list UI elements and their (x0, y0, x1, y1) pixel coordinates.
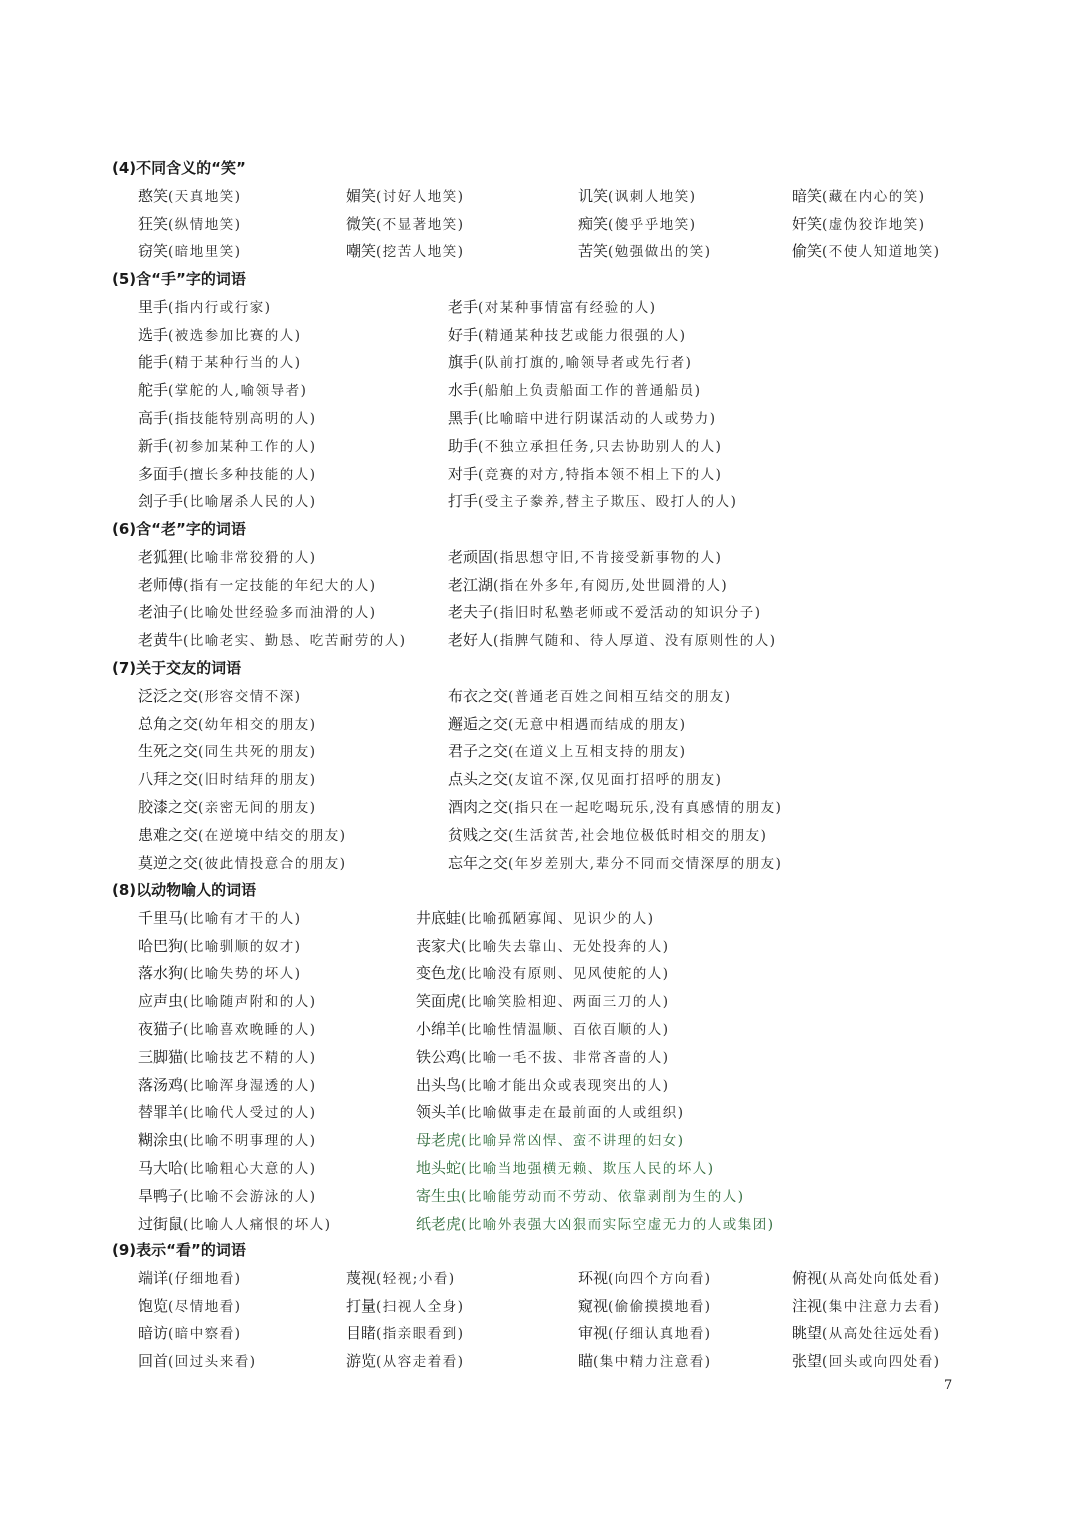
vocab-word: 舵手 (138, 381, 169, 400)
vocab-definition: (比喻技艺不精的人) (183, 1049, 317, 1066)
vocab-word: 井底蛙 (416, 908, 462, 927)
vocab-definition: (指有一定技能的年纪大的人) (183, 577, 377, 594)
vocab-word: 讥笑 (578, 186, 609, 205)
vocab-entry (138, 184, 242, 209)
vocab-word: 旱鸭子 (138, 1186, 184, 1205)
vocab-definition: (比喻不会游泳的人) (183, 1188, 317, 1205)
vocab-word: 胶漆之交 (138, 798, 199, 816)
vocab-entry (578, 1294, 712, 1319)
vocab-entry (138, 545, 317, 570)
vocab-entry (138, 1266, 242, 1291)
vocab-entry (346, 1321, 465, 1346)
vocab-definition: (比喻才能出众或表现突出的人) (461, 1077, 670, 1094)
vocab-definition: (不使人知道地笑) (822, 244, 941, 261)
vocab-entry (416, 1017, 670, 1042)
vocab-definition: (比喻屠杀人民的人) (183, 494, 317, 511)
vocab-entry (346, 1266, 456, 1291)
vocab-word: 出头鸟 (416, 1075, 462, 1094)
vocab-word: 张望 (792, 1352, 823, 1371)
vocab-definition: (尽情地看) (168, 1298, 242, 1315)
vocab-word: 丧家犬 (416, 936, 462, 955)
vocab-entry (138, 934, 302, 959)
vocab-word: 高手 (138, 409, 169, 427)
vocab-entry (792, 1266, 941, 1291)
vocab-definition: (偷偷摸摸地看) (608, 1298, 712, 1315)
vocab-entry (448, 573, 728, 598)
vocab-entry (138, 600, 377, 625)
vocab-entry (138, 628, 407, 653)
vocab-word: 忘年之交 (448, 853, 509, 872)
vocab-word: 患难之交 (138, 825, 199, 844)
vocab-word: 狂笑 (138, 214, 169, 233)
vocab-definition: (仔细认真地看) (608, 1326, 712, 1343)
vocab-word: 窥视 (578, 1296, 609, 1315)
vocab-definition: (精于某种行当的人) (168, 355, 302, 372)
vocab-entry (448, 739, 687, 764)
vocab-word: 莫逆之交 (138, 853, 199, 872)
vocab-definition: (从高处往远处看) (822, 1326, 941, 1343)
vocab-word: 微笑 (346, 214, 377, 233)
vocab-definition: (集中精力注意看) (593, 1354, 712, 1371)
vocab-entry (416, 1045, 670, 1070)
vocab-definition: (比喻暗中进行阴谋活动的人或势力) (478, 411, 717, 427)
vocab-entry (578, 184, 697, 209)
vocab-word: 饱览 (138, 1296, 169, 1315)
vocab-word: 老手 (448, 297, 479, 316)
vocab-definition: (虚伪狡诈地笑) (822, 216, 926, 233)
vocab-entry (138, 767, 317, 792)
vocab-definition: (比喻做事走在最前面的人或组织) (461, 1105, 685, 1122)
vocab-entry (138, 1017, 317, 1042)
section-heading: (4)不同含义的“笑” (112, 159, 246, 177)
vocab-entry (578, 1321, 712, 1346)
vocab-definition: (指技能特别高明的人) (168, 411, 317, 427)
vocab-entry (416, 1128, 685, 1153)
vocab-entry (448, 462, 722, 487)
vocab-entry (138, 989, 317, 1014)
vocab-entry (138, 823, 347, 848)
vocab-entry (448, 489, 737, 514)
vocab-entry (416, 1184, 745, 1209)
vocab-word: 落汤鸡 (138, 1075, 184, 1094)
vocab-definition: (在逆境中结交的朋友) (198, 827, 347, 844)
vocab-entry (448, 712, 687, 737)
vocab-word: 应声虫 (138, 992, 184, 1011)
vocab-entry (578, 1349, 712, 1374)
vocab-entry (138, 739, 317, 764)
vocab-definition: (擅长多种技能的人) (183, 466, 317, 483)
vocab-entry (138, 1321, 242, 1346)
vocab-word: 笑面虎 (416, 992, 462, 1011)
vocab-entry (138, 906, 302, 931)
vocab-word: 新手 (138, 436, 169, 455)
vocab-word: 选手 (138, 325, 169, 344)
vocab-definition: (比喻一毛不拔、非常吝啬的人) (461, 1049, 670, 1066)
vocab-definition: (比喻失去靠山、无处投奔的人) (461, 938, 670, 955)
vocab-entry (448, 323, 687, 348)
vocab-definition: (比喻非常狡猾的人) (183, 549, 317, 566)
vocab-word: 小绵羊 (416, 1020, 462, 1038)
vocab-word: 贫贱之交 (448, 825, 509, 844)
vocab-definition: (旧时结拜的朋友) (198, 772, 317, 789)
vocab-word: 点头之交 (448, 770, 509, 789)
vocab-definition: (集中注意力去看) (822, 1298, 941, 1315)
vocab-entry (138, 851, 347, 876)
vocab-definition: (指在外多年,有阅历,处世圆滑的人) (493, 577, 729, 594)
vocab-word: 老狐狸 (138, 547, 184, 566)
vocab-word: 老夫子 (448, 603, 494, 622)
vocab-definition: (藏在内心的笑) (822, 188, 926, 205)
vocab-word: 回首 (138, 1352, 169, 1371)
vocab-definition: (比喻随声附和的人) (183, 994, 317, 1011)
vocab-definition: (掌舵的人,喻领导者) (168, 383, 308, 400)
vocab-definition: (竞赛的对方,特指本领不相上下的人) (478, 466, 723, 483)
vocab-word: 暗访 (138, 1324, 169, 1343)
vocab-definition: (队前打旗的,喻领导者或先行者) (478, 355, 693, 372)
vocab-word: 老油子 (138, 603, 184, 622)
vocab-entry (448, 684, 732, 709)
vocab-entry (448, 823, 767, 848)
vocab-word: 老师傅 (138, 575, 184, 594)
vocab-word: 奸笑 (792, 214, 823, 233)
vocab-definition: (比喻代人受过的人) (183, 1105, 317, 1122)
vocab-word: 生死之交 (138, 742, 199, 761)
vocab-word: 夜猫子 (138, 1020, 184, 1038)
vocab-entry (792, 184, 926, 209)
vocab-entry (448, 851, 782, 876)
vocab-entry (448, 378, 702, 403)
vocab-entry (138, 489, 317, 514)
vocab-word: 打手 (448, 492, 479, 511)
vocab-entry (448, 600, 762, 625)
vocab-entry (138, 378, 307, 403)
vocab-definition: (暗中察看) (168, 1326, 242, 1343)
vocab-word: 眺望 (792, 1324, 823, 1343)
vocab-entry (448, 628, 777, 653)
vocab-entry (138, 434, 317, 459)
vocab-entry (138, 573, 377, 598)
vocab-entry (138, 295, 272, 320)
vocab-entry (448, 434, 722, 459)
vocab-definition: (比喻没有原则、见风使舵的人) (461, 966, 670, 983)
vocab-entry (416, 1073, 670, 1098)
vocab-word: 马大哈 (138, 1159, 184, 1177)
vocab-word: 助手 (448, 436, 479, 455)
vocab-entry (138, 462, 317, 487)
vocab-definition: (从高处向低处看) (822, 1270, 941, 1287)
vocab-definition: (形容交情不深) (198, 688, 302, 705)
vocab-entry (138, 239, 242, 264)
vocab-definition: (暗地里笑) (168, 244, 242, 261)
vocab-definition: (指脾气随和、待人厚道、没有原则性的人) (493, 633, 777, 650)
vocab-definition: (比喻失势的坏人) (183, 966, 302, 983)
vocab-definition: (讽刺人地笑) (608, 188, 697, 205)
vocab-entry (138, 1294, 242, 1319)
vocab-definition: (比喻不明事理的人) (183, 1133, 317, 1150)
vocab-entry (346, 1294, 465, 1319)
vocab-definition: (天真地笑) (168, 188, 242, 205)
vocab-word: 纸老虎 (416, 1214, 462, 1233)
vocab-definition: (指思想守旧,不肯接受新事物的人) (493, 549, 723, 566)
vocab-word: 老好人 (448, 631, 494, 650)
vocab-word: 偷笑 (792, 242, 823, 261)
vocab-word: 糊涂虫 (138, 1131, 184, 1150)
section-heading: (9)表示“看”的词语 (112, 1241, 246, 1259)
vocab-word: 落水狗 (138, 964, 184, 983)
vocab-word: 水手 (448, 381, 479, 400)
vocab-definition: (船舶上负责船面工作的普通船员) (478, 383, 702, 400)
vocab-word: 酒肉之交 (448, 798, 509, 816)
vocab-definition: (不显著地笑) (376, 216, 465, 233)
vocab-definition: (比喻人人痛恨的坏人) (183, 1216, 332, 1233)
vocab-definition: (比喻当地强横无赖、欺压人民的坏人) (461, 1161, 715, 1177)
vocab-entry (138, 961, 302, 986)
vocab-definition: (挖苦人地笑) (376, 244, 465, 261)
vocab-definition: (亲密无间的朋友) (198, 800, 317, 816)
section-heading: (8)以动物喻人的词语 (112, 881, 257, 899)
vocab-entry (448, 295, 657, 320)
vocab-word: 过街鼠 (138, 1214, 184, 1233)
vocab-word: 邂逅之交 (448, 714, 509, 733)
vocab-entry (138, 350, 302, 375)
vocab-entry (416, 961, 670, 986)
vocab-word: 打量 (346, 1296, 377, 1315)
vocab-entry (578, 239, 712, 264)
vocab-word: 好手 (448, 325, 479, 344)
vocab-word: 君子之交 (448, 742, 509, 761)
vocab-entry (138, 212, 242, 237)
vocab-definition: (向四个方向看) (608, 1270, 712, 1287)
vocab-word: 憨笑 (138, 186, 169, 205)
vocab-word: 游览 (346, 1352, 377, 1371)
vocab-definition: (傻乎乎地笑) (608, 216, 697, 233)
vocab-definition: (比喻驯顺的奴才) (183, 938, 302, 955)
vocab-word: 窃笑 (138, 242, 169, 261)
vocab-word: 旗手 (448, 353, 479, 372)
vocab-definition: (普通老百姓之间相互结交的朋友) (508, 688, 732, 705)
vocab-word: 目睹 (346, 1324, 377, 1343)
vocab-word: 痴笑 (578, 214, 609, 233)
vocab-entry (138, 1212, 332, 1237)
vocab-definition: (对某种事情富有经验的人) (478, 299, 657, 316)
vocab-word: 环视 (578, 1268, 609, 1287)
vocab-word: 端详 (138, 1268, 169, 1287)
vocab-word: 老黄牛 (138, 631, 184, 650)
vocab-entry (138, 1100, 317, 1125)
vocab-definition: (仔细地看) (168, 1270, 242, 1287)
vocab-definition: (比喻孤陋寡闻、见识少的人) (461, 910, 655, 927)
vocab-word: 千里马 (138, 908, 184, 927)
vocab-entry (448, 350, 692, 375)
vocab-definition: (比喻笑脸相迎、两面三刀的人) (461, 994, 670, 1011)
vocab-definition: (指亲眼看到) (376, 1326, 465, 1343)
vocab-definition: (在道义上互相支持的朋友) (508, 744, 687, 761)
vocab-definition: (回头或向四处看) (822, 1354, 941, 1371)
vocab-word: 寄生虫 (416, 1186, 462, 1205)
vocab-word: 地头蛇 (416, 1159, 462, 1177)
vocab-word: 母老虎 (416, 1131, 462, 1150)
vocab-definition: (初参加某种工作的人) (168, 438, 317, 455)
vocab-entry (416, 1100, 685, 1125)
vocab-definition: (讨好人地笑) (376, 188, 465, 205)
vocab-entry (416, 906, 655, 931)
vocab-definition: (纵情地笑) (168, 216, 242, 233)
vocab-word: 哈巴狗 (138, 936, 184, 955)
vocab-entry (792, 1349, 941, 1374)
vocab-definition: (比喻有才干的人) (183, 910, 302, 927)
vocab-entry (138, 795, 317, 820)
vocab-entry (346, 1349, 465, 1374)
vocab-entry (448, 545, 722, 570)
vocab-word: 八拜之交 (138, 770, 199, 789)
vocab-definition: (比喻外表强大凶狠而实际空虚无力的人或集团) (461, 1216, 775, 1233)
vocab-definition: (比喻粗心大意的人) (183, 1161, 317, 1177)
vocab-definition: (勉强做出的笑) (608, 244, 712, 261)
vocab-definition: (比喻异常凶悍、蛮不讲理的妇女) (461, 1133, 685, 1150)
vocab-definition: (不独立承担任务,只去协助别人的人) (478, 438, 723, 455)
vocab-entry (578, 212, 697, 237)
vocab-entry (138, 1184, 317, 1209)
vocab-definition: (比喻浑身湿透的人) (183, 1077, 317, 1094)
vocab-entry (578, 1266, 712, 1291)
vocab-word: 俯视 (792, 1268, 823, 1287)
vocab-definition: (比喻喜欢晚睡的人) (183, 1022, 317, 1038)
vocab-entry (416, 1212, 775, 1237)
vocab-definition: (扫视人全身) (376, 1298, 465, 1315)
vocab-word: 里手 (138, 297, 169, 316)
vocab-entry (792, 212, 926, 237)
vocab-definition: (指旧时私塾老师或不爱活动的知识分子) (493, 605, 762, 622)
vocab-definition: (受主子豢养,替主子欺压、殴打人的人) (478, 494, 738, 511)
vocab-entry (138, 1349, 257, 1374)
vocab-word: 注视 (792, 1296, 823, 1315)
vocab-definition: (年岁差别大,辈分不同而交情深厚的朋友) (508, 855, 783, 872)
vocab-entry (346, 212, 465, 237)
vocab-entry (792, 239, 941, 264)
vocab-definition: (轻视;小看) (376, 1270, 456, 1287)
vocab-entry (416, 934, 670, 959)
vocab-definition: (比喻老实、勤恳、吃苦耐劳的人) (183, 633, 407, 650)
vocab-entry (792, 1294, 941, 1319)
vocab-definition: (被选参加比赛的人) (168, 327, 302, 344)
vocab-entry (416, 1156, 715, 1181)
vocab-entry (138, 1073, 317, 1098)
vocab-word: 老江湖 (448, 575, 494, 594)
vocab-entry (138, 406, 317, 431)
vocab-entry (138, 1045, 317, 1070)
vocab-entry (346, 239, 465, 264)
vocab-definition: (精通某种技艺或能力很强的人) (478, 327, 687, 344)
section-heading: (5)含“手”字的词语 (112, 270, 246, 288)
vocab-word: 暗笑 (792, 186, 823, 205)
vocab-entry (138, 1156, 317, 1181)
vocab-entry (416, 989, 670, 1014)
vocab-definition: (幼年相交的朋友) (198, 716, 317, 733)
vocab-word: 布衣之交 (448, 686, 509, 705)
vocab-word: 领头羊 (416, 1103, 462, 1122)
vocab-word: 三脚猫 (138, 1047, 184, 1066)
vocab-definition: (生活贫苦,社会地位极低时相交的朋友) (508, 827, 768, 844)
vocab-word: 蔑视 (346, 1268, 377, 1287)
vocab-word: 老顽固 (448, 547, 494, 566)
section-heading: (7)关于交友的词语 (112, 659, 242, 677)
vocab-entry (448, 795, 782, 820)
vocab-entry (138, 684, 302, 709)
page-number: 7 (944, 1378, 953, 1393)
vocab-definition: (比喻能劳动而不劳动、依靠剥削为生的人) (461, 1188, 745, 1205)
vocab-word: 苦笑 (578, 242, 609, 261)
vocab-word: 嘲笑 (346, 242, 377, 261)
vocab-definition: (友谊不深,仅见面打招呼的朋友) (508, 772, 723, 789)
vocab-definition: (从容走着看) (376, 1354, 465, 1371)
vocab-word: 总角之交 (138, 714, 199, 733)
vocab-word: 铁公鸡 (416, 1047, 462, 1066)
vocab-word: 变色龙 (416, 964, 462, 983)
vocab-entry (346, 184, 465, 209)
vocab-definition: (指内行或行家) (168, 299, 272, 316)
vocab-word: 能手 (138, 353, 169, 372)
section-heading: (6)含“老”字的词语 (112, 520, 246, 538)
vocab-word: 对手 (448, 464, 479, 483)
vocab-entry (448, 767, 722, 792)
vocab-definition: (比喻性情温顺、百依百顺的人) (461, 1022, 670, 1038)
vocab-word: 替罪羊 (138, 1103, 184, 1122)
vocab-definition: (彼此情投意合的朋友) (198, 855, 347, 872)
vocab-word: 审视 (578, 1324, 609, 1343)
vocab-entry (138, 323, 302, 348)
vocab-definition: (指只在一起吃喝玩乐,没有真感情的朋友) (508, 800, 783, 816)
vocab-definition: (同生共死的朋友) (198, 744, 317, 761)
vocab-word: 多面手 (138, 464, 184, 483)
vocab-word: 瞄 (578, 1352, 594, 1371)
vocab-word: 泛泛之交 (138, 686, 199, 705)
vocab-entry (792, 1321, 941, 1346)
vocab-definition: (比喻处世经验多而油滑的人) (183, 605, 377, 622)
vocab-entry (448, 406, 717, 431)
vocab-entry (138, 1128, 317, 1153)
vocab-definition: (回过头来看) (168, 1354, 257, 1371)
vocab-word: 黑手 (448, 409, 479, 427)
vocab-definition: (无意中相遇而结成的朋友) (508, 716, 687, 733)
vocab-entry (138, 712, 317, 737)
vocab-word: 刽子手 (138, 492, 184, 511)
vocab-word: 媚笑 (346, 186, 377, 205)
